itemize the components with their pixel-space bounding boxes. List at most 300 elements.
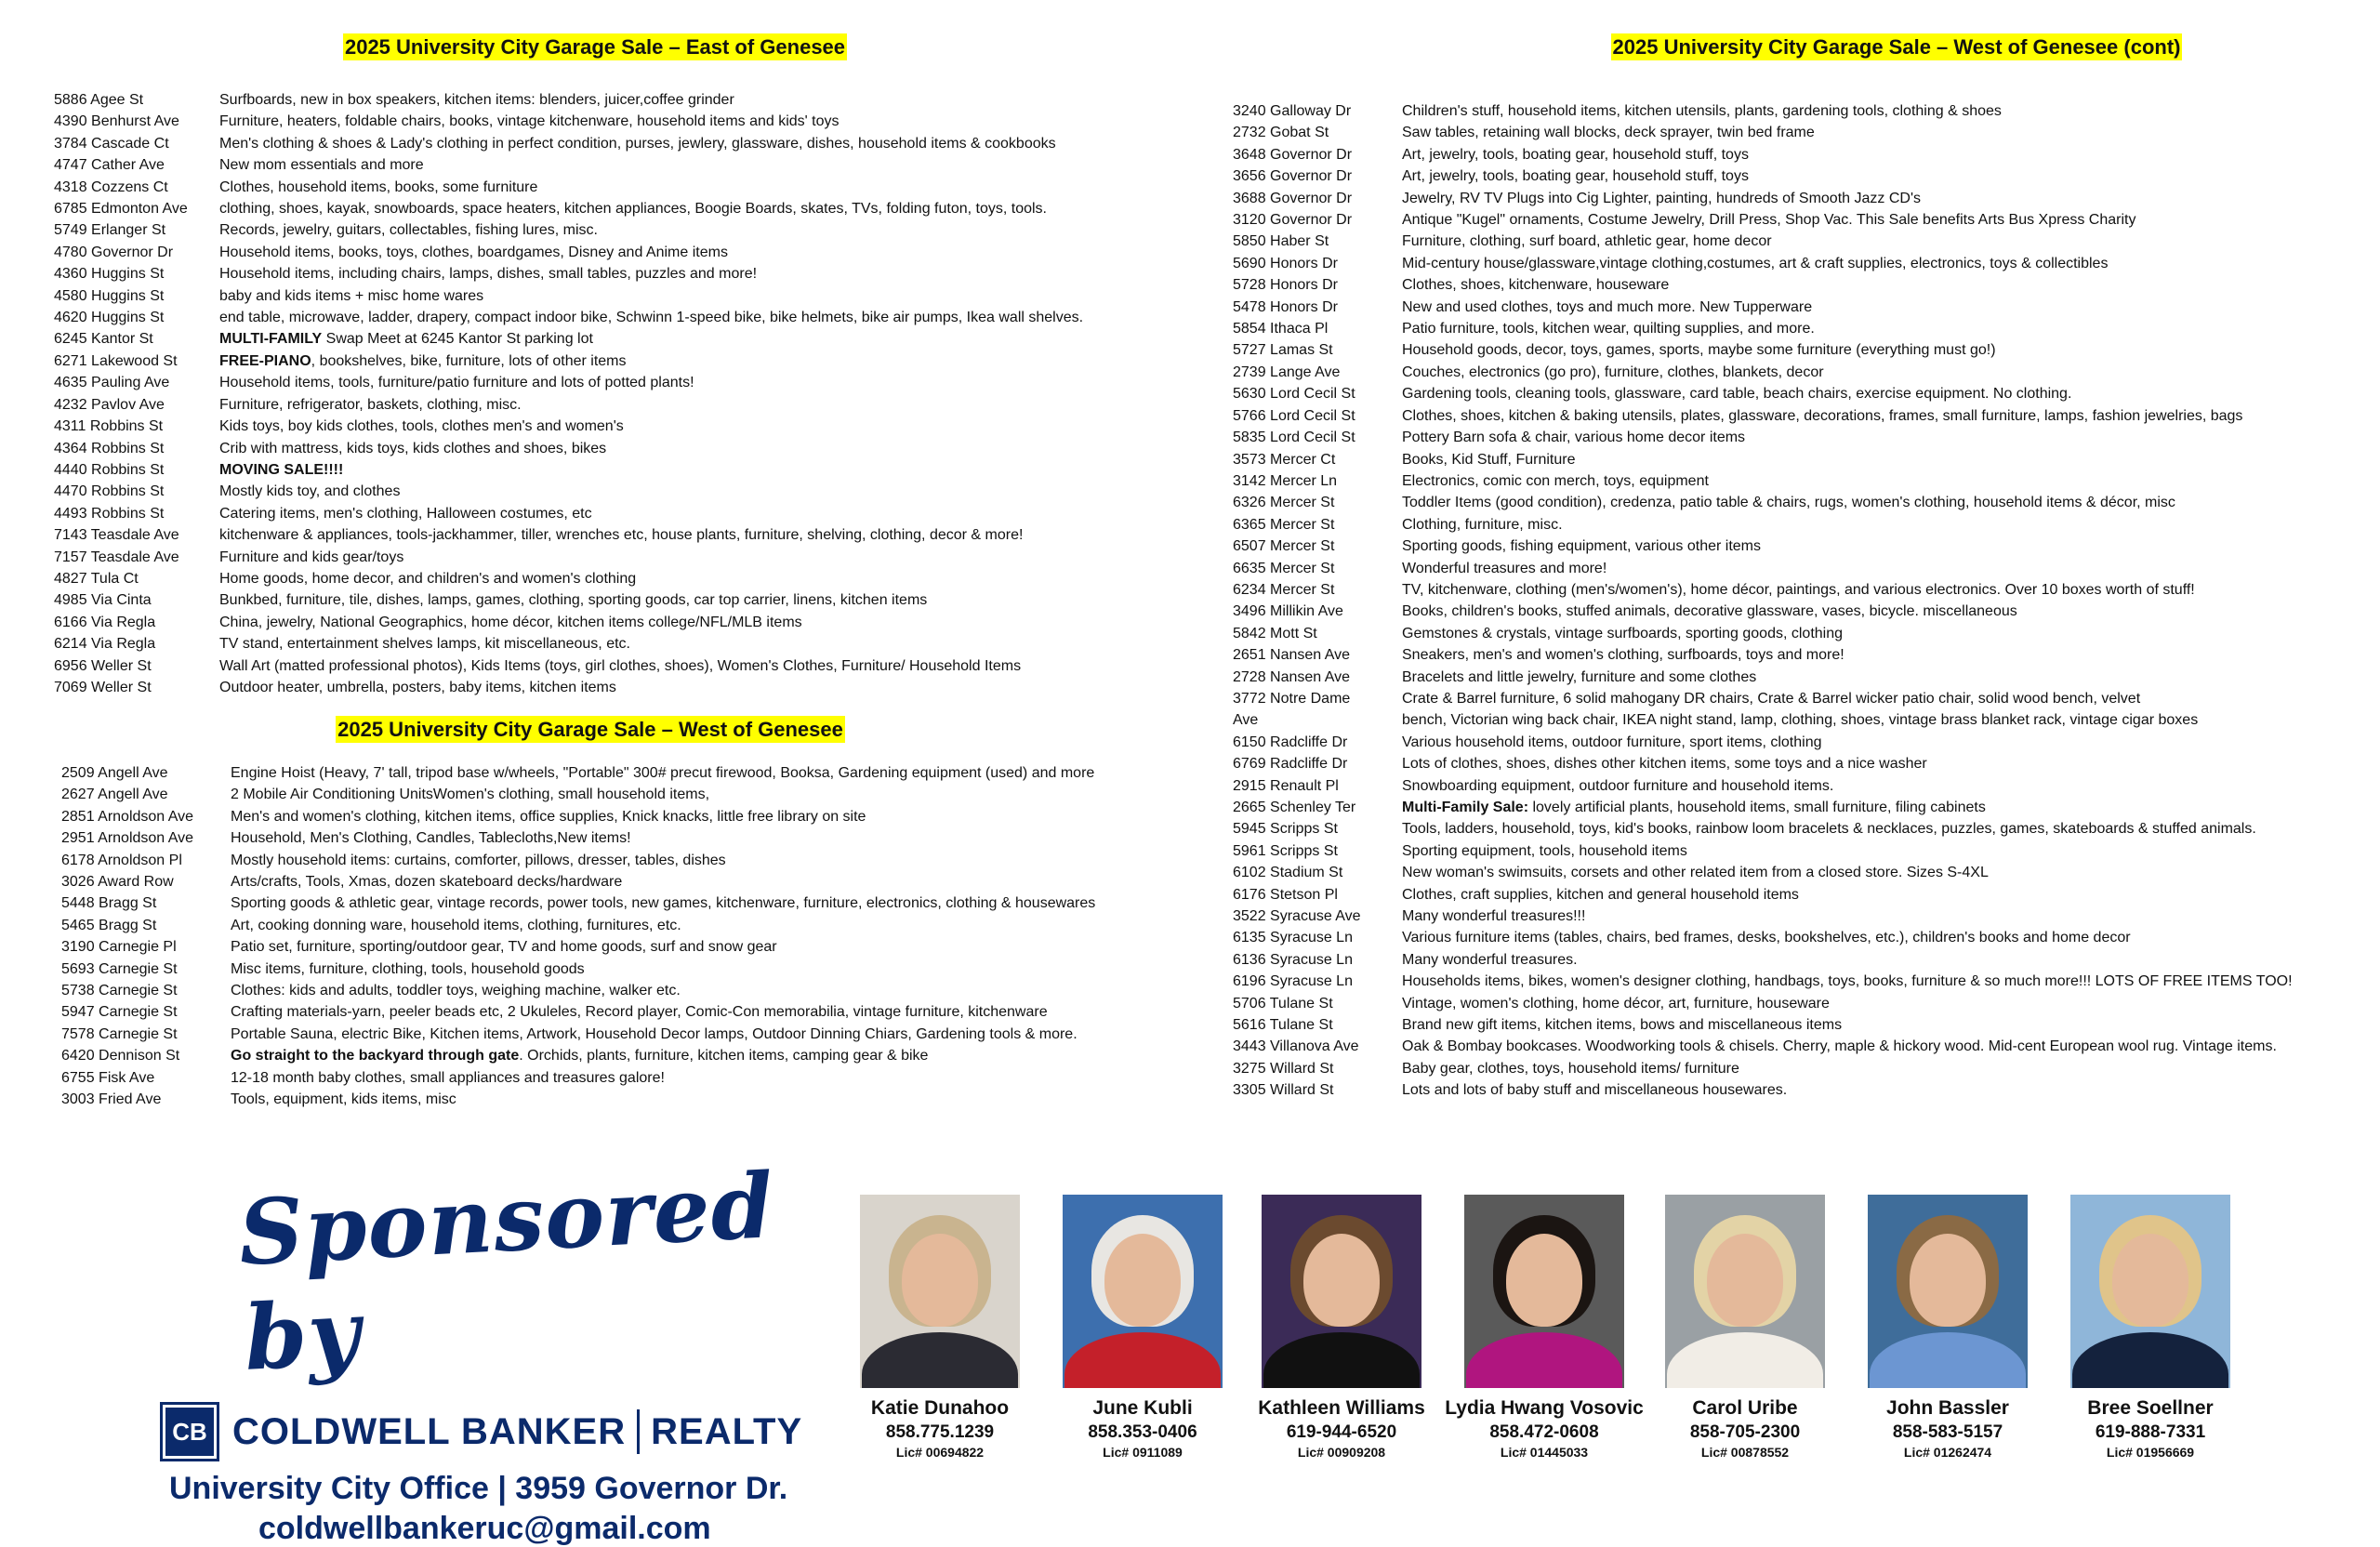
sale-items-text: Art, jewelry, tools, boating gear, household stuff, toys	[1402, 146, 1749, 163]
sale-listing-row	[54, 89, 1197, 111]
sale-address: 6420 Dennison St	[61, 1048, 180, 1064]
sale-address: 4493 Robbins St	[54, 505, 165, 522]
sale-address: 4360 Huggins St	[54, 266, 165, 283]
sale-listing-row	[1233, 536, 2376, 557]
sale-items-text: Lots and lots of baby stuff and miscellaneous housewares.	[1402, 1082, 1788, 1099]
sale-address: 3142 Mercer Ln	[1233, 472, 1338, 489]
sale-description	[219, 350, 1197, 372]
sale-listing-row	[1233, 1058, 2376, 1079]
sale-address: 3522 Syracuse Ave	[1233, 908, 1361, 925]
sale-listing-row	[1233, 514, 2376, 536]
sale-items-text: Households items, bikes, women's designer clothing, handbags, toys, books, furniture & so much more!!! LOTS OF FREE ITEMS TOO!	[1402, 973, 2293, 990]
sale-address: 6234 Mercer St	[1233, 581, 1335, 598]
west-cont-listing	[1233, 100, 2376, 1102]
sale-description	[231, 784, 1205, 805]
sale-description	[1402, 971, 2376, 992]
sale-listing-row	[54, 263, 1197, 284]
sale-description	[219, 111, 1197, 132]
sale-items-text: Saw tables, retaining wall blocks, deck sprayer, twin bed frame	[1402, 125, 1815, 141]
sale-listing-row	[54, 481, 1197, 502]
sale-description	[219, 394, 1197, 416]
sale-address: 5842 Mott St	[1233, 625, 1317, 641]
sale-items-text: Patio set, furniture, sporting/outdoor gear, TV and home goods, surf and snow gear	[231, 939, 777, 956]
sale-address: 5616 Tulane St	[1233, 1017, 1333, 1034]
sale-listing-row	[1233, 797, 2376, 818]
sale-address: 3496 Millikin Ave	[1233, 603, 1343, 620]
sale-description	[219, 655, 1197, 677]
sale-items-text: Sporting goods & athletic gear, vintage records, power tools, new games, kitchenware, furniture, electronics, clothing & housewares	[231, 895, 1096, 912]
agent-name: Bree Soellner	[2087, 1397, 2214, 1419]
sale-items-text: Clothing, furniture, misc.	[1402, 516, 1563, 533]
brand-name: COLDWELL BANKER	[232, 1410, 627, 1452]
sale-address: 3003 Fried Ave	[61, 1091, 162, 1108]
sale-listing-row	[1233, 470, 2376, 492]
sale-items-text: Toddler Items (good condition), credenza, patio table & chairs, rugs, women's clothing, household items & décor, misc	[1402, 495, 2175, 511]
sale-listing-row	[1233, 144, 2376, 165]
agent-photo	[1262, 1195, 1421, 1388]
agent-body	[1466, 1332, 1622, 1388]
sale-description	[1402, 253, 2376, 274]
sale-address: 3190 Carnegie Pl	[61, 939, 177, 956]
agent-face	[2112, 1234, 2188, 1327]
sale-description	[1402, 644, 2376, 666]
agent-body	[1064, 1332, 1221, 1388]
sale-address: 4232 Pavlov Ave	[54, 396, 165, 413]
sale-address: 3120 Governor Dr	[1233, 212, 1353, 229]
sale-items-text: Home goods, home decor, and children's and women's clothing	[219, 570, 637, 587]
agent-card	[1235, 1195, 1448, 1460]
sale-address: 6271 Lakewood St	[54, 352, 178, 369]
agent-photo	[1868, 1195, 2028, 1388]
sale-listing-row	[61, 1024, 1205, 1045]
sale-items-text: Clothes, shoes, kitchenware, houseware	[1402, 277, 1670, 294]
sale-address: 3026 Award Row	[61, 874, 174, 891]
sale-address: 6136 Syracuse Ln	[1233, 951, 1353, 968]
sale-items-text: Various household items, outdoor furniture, sport items, clothing	[1402, 734, 1822, 750]
sale-listing-row	[1233, 927, 2376, 948]
sale-address: 7578 Carnegie St	[61, 1025, 178, 1042]
agent-photo	[860, 1195, 1020, 1388]
sale-address: 5854 Ithaca Pl	[1233, 321, 1329, 337]
office-email: coldwellbankeruc@gmail.com	[258, 1511, 711, 1546]
sale-description	[1402, 536, 2376, 557]
west-cont-heading	[1543, 35, 2250, 60]
sale-listing-row	[1233, 579, 2376, 601]
sale-description	[219, 263, 1197, 284]
sale-items-text: Kids toys, boy kids clothes, tools, clothes men's and women's	[219, 418, 624, 435]
sale-description	[231, 871, 1205, 892]
sale-description	[219, 219, 1197, 241]
agent-body	[1263, 1332, 1420, 1388]
sale-address: 3240 Galloway Dr	[1233, 103, 1352, 119]
sale-items-text: Electronics, comic con merch, toys, equipment	[1402, 472, 1709, 489]
sale-address: 4620 Huggins St	[54, 310, 165, 326]
sale-listing-row	[1233, 100, 2376, 122]
sale-address: 4364 Robbins St	[54, 440, 165, 456]
sale-listing-row	[1233, 253, 2376, 274]
sale-items-text: Baby gear, clothes, toys, household items/ furniture	[1402, 1060, 1739, 1077]
sale-items-text: 2 Mobile Air Conditioning UnitsWomen's clothing, small household items,	[231, 787, 710, 803]
sale-items-text: TV, kitchenware, clothing (men's/women's), home décor, paintings, and various electronics. Over 10 boxes worth of stuff!	[1402, 581, 2195, 598]
sale-items-text: Gemstones & crystals, vintage surfboards, sporting goods, clothing	[1402, 625, 1844, 641]
sale-listing-row	[54, 198, 1197, 219]
sale-address: 7069 Weller St	[54, 679, 152, 695]
sale-items-text: Misc items, furniture, clothing, tools, household goods	[231, 960, 585, 977]
sale-items-text: bench, Victorian wing back chair, IKEA night stand, lamp, clothing, shoes, vintage brass blanket rack, vintage cigar boxes	[1402, 712, 2199, 729]
sale-items-text: Men's and women's clothing, kitchen items, office supplies, Knick knacks, little free library on site	[231, 808, 866, 825]
sale-items-text: Crate & Barrel furniture, 6 solid mahogany DR chairs, Crate & Barrel wicker patio chair, solid wood bench, velvet	[1402, 690, 2141, 707]
sale-listing-row	[54, 242, 1197, 263]
sale-listing-row	[61, 959, 1205, 980]
sale-description	[219, 459, 1197, 481]
sale-address: 2627 Angell Ave	[61, 787, 168, 803]
sale-description	[231, 936, 1205, 958]
sale-address: 5706 Tulane St	[1233, 995, 1333, 1012]
sale-description	[1402, 775, 2376, 797]
sale-description	[1402, 144, 2376, 165]
sale-listing-row	[1233, 644, 2376, 666]
agent-name: June Kubli	[1092, 1397, 1193, 1419]
agent-name: Lydia Hwang Vosovic	[1445, 1397, 1644, 1419]
sale-address: 5947 Carnegie St	[61, 1004, 178, 1021]
cb-logo-icon: CB	[160, 1402, 219, 1461]
sale-address: 6755 Fisk Ave	[61, 1069, 155, 1086]
sale-listing-row	[1233, 209, 2376, 231]
sale-description	[1402, 231, 2376, 252]
sale-address: 7143 Teasdale Ave	[54, 527, 179, 544]
sale-items-text: Many wonderful treasures!!!	[1402, 908, 1586, 925]
sale-description	[219, 285, 1197, 307]
sale-items-text: Wonderful treasures and more!	[1402, 560, 1607, 576]
sale-description	[1402, 122, 2376, 143]
agent-name: Katie Dunahoo	[870, 1397, 1010, 1419]
sale-listing-row	[54, 568, 1197, 589]
agent-card	[1036, 1195, 1250, 1460]
sale-description	[1402, 274, 2376, 296]
agent-face	[1506, 1234, 1582, 1327]
agent-face	[1104, 1234, 1181, 1327]
sale-listing-row	[61, 980, 1205, 1001]
east-listing	[54, 89, 1197, 698]
sale-listing-row	[54, 394, 1197, 416]
sale-items-text: Mid-century house/glassware,vintage clothing,costumes, art & craft supplies, electronics, toys & collectibles	[1402, 255, 2109, 271]
east-title: 2025 University City Garage Sale – East of Genesee	[344, 35, 846, 59]
sale-items-text: Various furniture items (tables, chairs, bed frames, desks, bookshelves, etc.), children's books and home decor	[1402, 930, 2131, 946]
sale-listing-row	[54, 307, 1197, 328]
sale-description	[1402, 405, 2376, 427]
sale-items-text: Furniture, clothing, surf board, athletic gear, home decor	[1402, 233, 1772, 250]
sale-items-text: Couches, electronics (go pro), furniture, clothes, blankets, decor	[1402, 364, 1824, 380]
agent-photo	[2070, 1195, 2230, 1388]
sale-listing-row	[54, 372, 1197, 393]
sale-address: 5728 Honors Dr	[1233, 277, 1338, 294]
sale-listing-row	[1233, 667, 2376, 688]
sale-items-text: Clothes: kids and adults, toddler toys, weighing machine, walker etc.	[231, 983, 681, 999]
sale-description	[231, 827, 1205, 849]
sale-items-text: Engine Hoist (Heavy, 7' tall, tripod base w/wheels, "Portable" 300# precut firewood, Booksa, Gardening equipment (used) and more	[231, 765, 1095, 781]
sale-address: 6769 Radcliffe Dr	[1233, 756, 1348, 773]
sale-address: 5886 Agee St	[54, 92, 144, 108]
sale-items-text: Gardening tools, cleaning tools, glassware, card table, beach chairs, exercise equipment. No clothing.	[1402, 386, 2072, 403]
sale-items-text: Household goods, decor, toys, games, sports, maybe some furniture (everything must go!)	[1402, 342, 1996, 359]
agent-name: Carol Uribe	[1692, 1397, 1798, 1419]
sale-listing-row	[1233, 427, 2376, 448]
sale-items-text: Bunkbed, furniture, tile, dishes, lamps, games, clothing, sporting goods, car top carrier, linens, kitchen items	[219, 592, 928, 609]
sale-address: 4311 Robbins St	[54, 418, 164, 435]
east-heading	[242, 35, 948, 60]
sponsored-by-text: Sponsored by	[236, 1153, 777, 1391]
sale-description	[1402, 209, 2376, 231]
sale-address: 2951 Arnoldson Ave	[61, 830, 194, 847]
sale-listing-row	[61, 784, 1205, 805]
sale-description	[1402, 862, 2376, 883]
sale-items-text: . Orchids, plants, furniture, kitchen items, camping gear & bike	[519, 1048, 929, 1064]
sale-description	[231, 1045, 1205, 1066]
sale-items-text: Bracelets and little jewelry, furniture and some clothes	[1402, 668, 1757, 685]
sale-items-text: Furniture, refrigerator, baskets, clothing, misc.	[219, 396, 522, 413]
sponsor-block	[149, 1153, 837, 1547]
agent-license: Lic# 00878552	[1700, 1445, 1790, 1460]
sale-listing-row	[54, 547, 1197, 568]
sale-items-text: Crib with mattress, kids toys, kids clothes and shoes, bikes	[219, 440, 607, 456]
agent-license: Lic# 0911089	[1103, 1445, 1183, 1460]
sale-description	[219, 438, 1197, 459]
sale-description	[231, 1067, 1205, 1089]
sale-listing-row	[54, 503, 1197, 524]
sale-description	[1402, 623, 2376, 644]
sale-address: 6214 Via Regla	[54, 636, 156, 653]
sale-address: 4580 Huggins St	[54, 287, 165, 304]
sale-listing-row	[61, 915, 1205, 936]
sale-items-text: Household items, tools, furniture/patio furniture and lots of potted plants!	[219, 375, 694, 391]
sale-listing-row	[1233, 318, 2376, 339]
sale-items-text: kitchenware & appliances, tools-jackhammer, tiller, wrenches etc, house plants, furniture, shelving, clothing, decor & more!	[219, 527, 1024, 544]
sale-items-text: Clothes, household items, books, some furniture	[219, 178, 538, 195]
sale-items-text: Crafting materials-yarn, peeler beads etc, 2 Ukuleles, Record player, Comic-Con memorabilia, vintage furniture, kitchenware	[231, 1004, 1048, 1021]
sale-listing-row	[54, 612, 1197, 633]
sale-listing-row	[61, 1067, 1205, 1089]
sale-address: 3772 Notre Dame	[1233, 690, 1351, 707]
sale-items-text: Sporting goods, fishing equipment, various other items	[1402, 538, 1761, 555]
sale-description	[219, 372, 1197, 393]
sale-items-text: Mostly household items: curtains, comforter, pillows, dresser, tables, dishes	[231, 852, 726, 868]
sale-address: 2739 Lange Ave	[1233, 364, 1341, 380]
sale-description	[219, 481, 1197, 502]
sale-listing-row	[1233, 449, 2376, 470]
sale-items-text: New woman's swimsuits, corsets and other related item from a closed store. Sizes S-4XL	[1402, 865, 1989, 881]
sale-description	[1402, 1036, 2376, 1057]
sale-listing-row	[1233, 971, 2376, 992]
sale-items-text: Tools, equipment, kids items, misc	[231, 1091, 456, 1108]
sale-description	[1402, 492, 2376, 513]
sale-listing-row	[54, 524, 1197, 546]
agent-face	[1910, 1234, 1986, 1327]
sale-listing-row	[1233, 231, 2376, 252]
sale-address: 3784 Cascade Ct	[54, 135, 169, 152]
sale-address: 6326 Mercer St	[1233, 495, 1335, 511]
coldwell-banker-logo	[160, 1402, 837, 1461]
sale-listing-row	[54, 633, 1197, 654]
sale-items-text: Wall Art (matted professional photos), Kids Items (toys, girl clothes, shoes), Women's Clothes, Furniture/ Household Items	[219, 657, 1022, 674]
sale-description	[231, 850, 1205, 871]
agent-photo	[1063, 1195, 1223, 1388]
agent-body	[2072, 1332, 2228, 1388]
sale-listing-row	[54, 438, 1197, 459]
agent-card	[1638, 1195, 1852, 1460]
sale-description	[1402, 906, 2376, 927]
agent-phone: 858.472-0608	[1489, 1422, 1599, 1442]
sale-address: 2915 Renault Pl	[1233, 777, 1339, 794]
sale-items-text: Sneakers, men's and women's clothing, surfboards, toys and more!	[1402, 647, 1844, 664]
agent-license: Lic# 00909208	[1297, 1445, 1386, 1460]
sale-description	[231, 980, 1205, 1001]
sale-address: 6956 Weller St	[54, 657, 152, 674]
sale-description	[1402, 1079, 2376, 1101]
sale-description	[1402, 514, 2376, 536]
sale-highlight: FREE-PIANO	[219, 352, 311, 369]
sale-address: 5850 Haber St	[1233, 233, 1329, 250]
sale-address: 5478 Honors Dr	[1233, 298, 1338, 315]
agent-card	[2043, 1195, 2257, 1460]
sale-address: Ave	[1233, 712, 1259, 729]
sale-address: 5738 Carnegie St	[61, 983, 178, 999]
sale-description	[1402, 709, 2376, 731]
sale-address: 3305 Willard St	[1233, 1082, 1334, 1099]
sale-items-text: Household items, books, toys, clothes, boardgames, Disney and Anime items	[219, 244, 728, 260]
west-cont-title: 2025 University City Garage Sale – West of Genesee (cont)	[1612, 35, 2181, 59]
sale-listing-row	[1233, 188, 2376, 209]
sale-listing-row	[61, 827, 1205, 849]
sale-address: 5749 Erlanger St	[54, 222, 166, 239]
sale-items-text: Books, Kid Stuff, Furniture	[1402, 451, 1576, 468]
sale-description	[1402, 753, 2376, 774]
sale-listing-row	[1233, 732, 2376, 753]
sale-description	[231, 959, 1205, 980]
agent-license: Lic# 01445033	[1500, 1445, 1589, 1460]
sale-listing-row	[61, 1089, 1205, 1110]
sale-address: 6365 Mercer St	[1233, 516, 1335, 533]
sale-address: 6507 Mercer St	[1233, 538, 1335, 555]
sale-listing-row	[54, 328, 1197, 350]
agent-phone: 858-583-5157	[1892, 1422, 2003, 1442]
sale-description	[1402, 797, 2376, 818]
sale-listing-row	[54, 111, 1197, 132]
sale-listing-row	[54, 219, 1197, 241]
sale-items-text: China, jewelry, National Geographics, home décor, kitchen items college/NFL/MLB items	[219, 614, 802, 630]
sale-items-text: Household, Men's Clothing, Candles, Tablecloths,New items!	[231, 830, 631, 847]
sale-description	[1402, 297, 2376, 318]
agent-name: John Bassler	[1886, 1397, 2009, 1419]
sale-items-text: Pottery Barn sofa & chair, various home decor items	[1402, 430, 1746, 446]
sale-items-text: Furniture, heaters, foldable chairs, books, vintage kitchenware, household items and kids' toys	[219, 113, 840, 130]
sale-address: 3656 Governor Dr	[1233, 168, 1353, 185]
sale-address: 2728 Nansen Ave	[1233, 668, 1351, 685]
sale-items-text: Records, jewelry, guitars, collectables, fishing lures, misc.	[219, 222, 598, 239]
sale-items-text: Lots of clothes, shoes, dishes other kitchen items, some toys and a nice washer	[1402, 756, 1927, 773]
sale-description	[219, 242, 1197, 263]
sale-items-text: Books, children's books, stuffed animals, decorative glassware, vases, bicycle. miscellaneous	[1402, 603, 2017, 620]
sale-listing-row	[1233, 405, 2376, 427]
sale-description	[1402, 427, 2376, 448]
sale-description	[219, 503, 1197, 524]
sale-items-text: 12-18 month baby clothes, small appliances and treasures galore!	[231, 1069, 665, 1086]
sale-description	[219, 589, 1197, 611]
sale-listing-row	[1233, 1079, 2376, 1101]
sale-address: 4780 Governor Dr	[54, 244, 174, 260]
sale-listing-row	[54, 655, 1197, 677]
sale-description	[219, 89, 1197, 111]
sale-listing-row	[61, 1001, 1205, 1023]
sale-address: 5961 Scripps St	[1233, 842, 1338, 859]
sale-address: 2851 Arnoldson Ave	[61, 808, 194, 825]
sale-listing-row	[1233, 122, 2376, 143]
sale-description	[231, 1024, 1205, 1045]
agent-phone: 858.775.1239	[885, 1422, 995, 1442]
sale-description	[231, 915, 1205, 936]
sale-description	[219, 198, 1197, 219]
sale-listing-row	[1233, 688, 2376, 709]
sale-description	[1402, 558, 2376, 579]
sale-address: 5630 Lord Cecil St	[1233, 386, 1355, 403]
sale-address: 2732 Gobat St	[1233, 125, 1329, 141]
sale-items-text: Swap Meet at 6245 Kantor St parking lot	[322, 331, 593, 348]
sale-address: 4747 Cather Ave	[54, 157, 165, 174]
sale-listing-row	[1233, 1014, 2376, 1036]
sale-items-text: Outdoor heater, umbrella, posters, baby items, kitchen items	[219, 679, 616, 695]
sale-listing-row	[54, 177, 1197, 198]
agent-face	[1303, 1234, 1380, 1327]
sale-listing-row	[1233, 1036, 2376, 1057]
sale-items-text: Brand new gift items, kitchen items, bows and miscellaneous items	[1402, 1017, 1843, 1034]
sale-description	[219, 633, 1197, 654]
sale-items-text: Portable Sauna, electric Bike, Kitchen items, Artwork, Household Decor lamps, Outdoor Dinning Chiars, Gardening tools & more.	[231, 1025, 1078, 1042]
sale-address: 2509 Angell Ave	[61, 765, 168, 781]
sale-listing-row	[61, 850, 1205, 871]
sale-highlight: Multi-Family Sale:	[1402, 800, 1529, 815]
sale-address: 6178 Arnoldson Pl	[61, 852, 182, 868]
agent-phone: 858.353-0406	[1088, 1422, 1197, 1442]
sale-items-text: Antique "Kugel" ornaments, Costume Jewelry, Drill Press, Shop Vac. This Sale benefits Arts Bus Xpress Charity	[1402, 212, 2136, 229]
sale-address: 6245 Kantor St	[54, 331, 153, 348]
sale-items-text: Clothes, craft supplies, kitchen and general household items	[1402, 886, 1799, 903]
sale-items-text: end table, microwave, ladder, drapery, compact indoor bike, Schwinn 1-speed bike, bike helmets, bike air pumps, Ikea wall shelves.	[219, 310, 1084, 326]
sale-description	[219, 177, 1197, 198]
sale-items-text: Furniture and kids gear/toys	[219, 549, 404, 565]
sale-listing-row	[54, 154, 1197, 176]
agent-card	[1437, 1195, 1651, 1460]
sale-address: 4470 Robbins St	[54, 483, 165, 500]
sale-items-text: Many wonderful treasures.	[1402, 951, 1578, 968]
sale-description	[1402, 667, 2376, 688]
sale-description	[1402, 318, 2376, 339]
sale-items-text: clothing, shoes, kayak, snowboards, space heaters, kitchen appliances, Boogie Boards, skates, TVs, folding futon, toys, tools.	[219, 201, 1047, 218]
sale-description	[219, 524, 1197, 546]
sale-description	[1402, 188, 2376, 209]
sale-address: 3443 Villanova Ave	[1233, 1038, 1359, 1055]
sale-description	[1402, 884, 2376, 906]
sale-items-text: Clothes, shoes, kitchen & baking utensils, plates, glassware, decorations, frames, small furniture, lamps, fashion jewelries, bags	[1402, 407, 2243, 424]
sale-listing-row	[1233, 362, 2376, 383]
sale-description	[1402, 818, 2376, 840]
sale-listing-row	[61, 892, 1205, 914]
sale-description	[1402, 732, 2376, 753]
sale-description	[1402, 165, 2376, 187]
sale-address: 6166 Via Regla	[54, 614, 156, 630]
agent-photo	[1665, 1195, 1825, 1388]
sale-listing-row	[1233, 623, 2376, 644]
sale-description	[1402, 449, 2376, 470]
sale-address: 5690 Honors Dr	[1233, 255, 1338, 271]
